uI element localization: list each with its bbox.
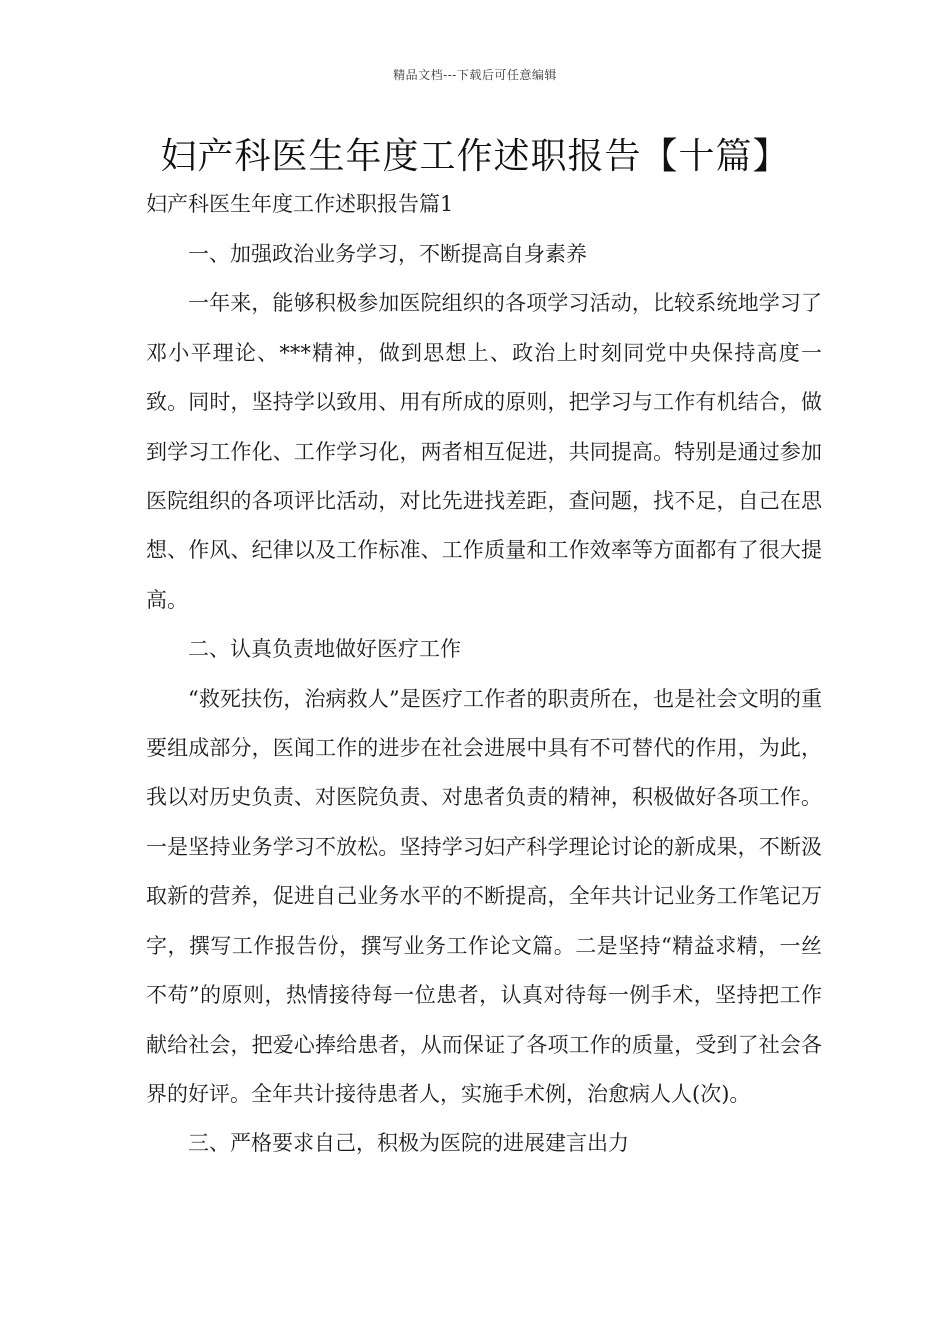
section-heading-2: 二、认真负责地做好医疗工作 (188, 637, 461, 662)
section-title: 妇产科医生年度工作述职报告篇1 (146, 192, 454, 216)
paragraph-1: 一年来，能够积极参加医院组织的各项学习活动，比较系统地学习了邓小平理论、***精神，做到思想上、政治上时刻同党中央保持高度一致。同时，坚持学以致用、用有所成的原则，把学习与工作有机结合，做到学习工作化、工作学习化，两者相互促进，共同提高。特别是通过参加医院组织的各项评比活动，对比先进找差距，查问题，找不足，自己在思想、作风、纪律以及工作标准、工作质量和工作效率等方面都有了很大提高。 (146, 291, 822, 612)
paragraph-2: “救死扶伤，治病救人”是医疗工作者的职责所在，也是社会文明的重要组成部分，医闻工作的进步在社会进展中具有不可替代的作用，为此，我以对历史负责、对医院负责、对患者负责的精神，积极做好各项工作。一是坚持业务学习不放松。坚持学习妇产科学理论讨论的新成果，不断汲取新的营养，促进自己业务水平的不断提高，全年共计记业务工作笔记万字，撰写工作报告份，撰写业务工作论文篇。二是坚持“精益求精，一丝不苟”的原则，热情接待每一位患者，认真对待每一例手术，坚持把工作献给社会，把爱心捧给患者，从而保证了各项工作的质量，受到了社会各界的好评。全年共计接待患者人，实施手术例，治愈病人人(次)。 (146, 686, 822, 1106)
header-note: 精品文档---下载后可任意编辑 (393, 68, 557, 82)
document-body (146, 230, 822, 1169)
document-title: 妇产科医生年度工作述职报告【十篇】 (160, 136, 790, 177)
section-heading-3: 三、严格要求自己，积极为医院的进展建言出力 (188, 1131, 629, 1156)
section-heading-1: 一、加强政治业务学习，不断提高自身素养 (188, 242, 587, 266)
